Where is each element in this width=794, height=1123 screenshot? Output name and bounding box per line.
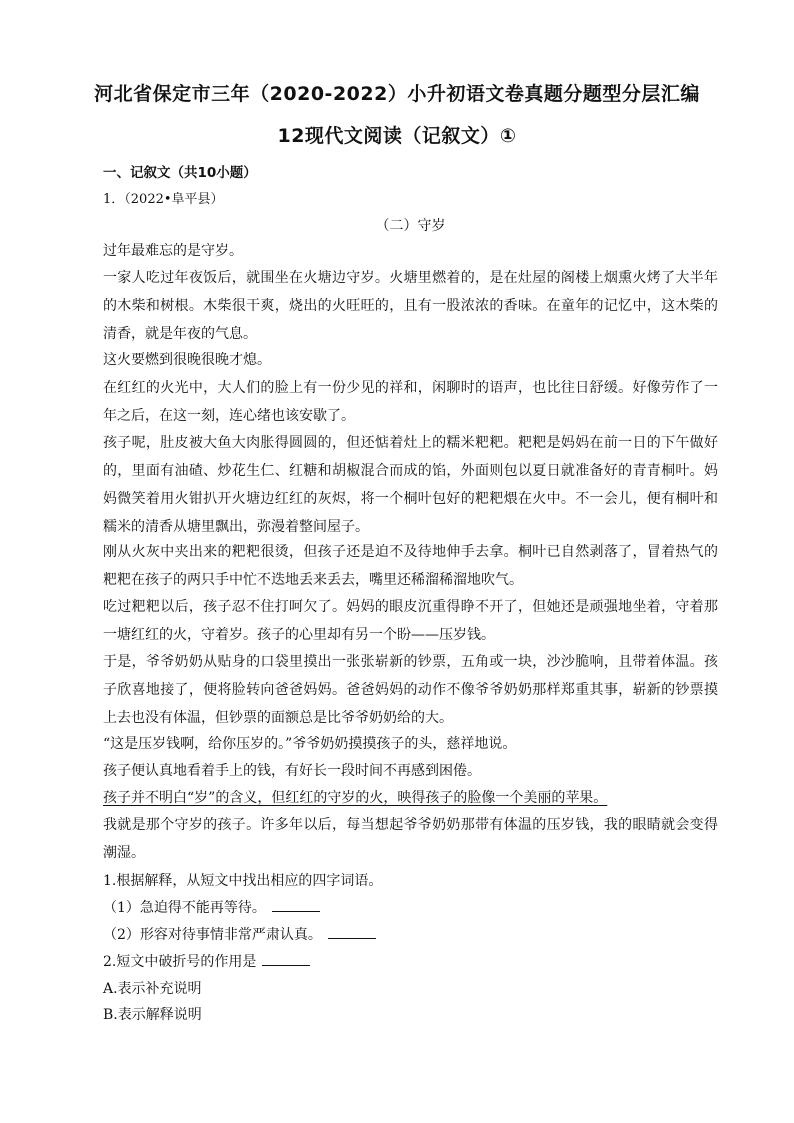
paragraph-text: 吃过粑粑以后，孩子忍不住打呵欠了。妈妈的眼皮沉重得睁不开了，但她还是顽强地坐着，守着那一塘红红的火，守着岁。孩子的心里却有另一个盼——压岁钱。	[103, 599, 718, 643]
paragraph-1	[103, 237, 718, 265]
question-number: 1．（2022•阜平县）	[103, 192, 224, 207]
section-heading: 一、记叙文（共10小题）	[103, 165, 257, 181]
paragraph-text: 我就是那个守岁的孩子。许多年以后，每当想起爷爷奶奶那带有体温的压岁钱，我的眼睛就会变得潮湿。	[103, 817, 718, 861]
paragraph-text: 过年最难忘的是守岁。	[103, 243, 243, 259]
question-1-sub-1	[103, 897, 320, 917]
paragraph-text: 刚从火灰中夹出来的粑粑很烫，但孩子还是迫不及待地伸手去拿。桐叶已自然剥落了，冒着热气的粑粑在孩子的两只手中忙不迭地丢来丢去，嘴里还稀溜稀溜地吹气。	[103, 544, 718, 588]
paragraph-text: 一家人吃过年夜饭后，就围坐在火塘边守岁。火塘里燃着的，是在灶屋的阁楼上烟熏火烤了大半年的木柴和树根。木柴很干爽，烧出的火旺旺的，且有一股浓浓的香味。在童年的记忆中，这木柴的清香，就是年夜的气息。	[103, 270, 718, 342]
answer-blank[interactable]	[262, 951, 310, 966]
paragraph-4	[103, 374, 718, 430]
paragraph-text: 这火要燃到很晚很晚才熄。	[103, 352, 271, 368]
document-title-line-1: 河北省保定市三年（2020-2022）小升初语文卷真题分题型分层汇编	[94, 83, 700, 105]
passage-title: （二）守岁	[375, 218, 446, 234]
question-1-sub-2	[103, 924, 376, 944]
paragraph-text: “这是压岁钱啊，给你压岁的。”爷爷奶奶摸摸孩子的头，慈祥地说。	[103, 736, 517, 752]
underlined-sentence: 孩子并不明白“岁”的含义，但红红的守岁的火，映得孩子的脸像一个美丽的苹果。	[103, 790, 608, 806]
paragraph-12	[103, 811, 718, 867]
paragraph-text: 在红红的火光中，大人们的脸上有一份少见的祥和，闲聊时的语声，也比往日舒缓。好像劳作了一年之后，在这一刻，连心绪也该安歇了。	[103, 380, 718, 424]
question-1-sub-2-text: （2）形容对待事情非常严肃认真。	[103, 927, 322, 943]
paragraph-6	[103, 538, 718, 594]
answer-blank[interactable]	[272, 897, 320, 912]
answer-blank[interactable]	[328, 924, 376, 939]
paragraph-7	[103, 593, 718, 649]
paragraph-3	[103, 346, 718, 374]
question-2-option-a: A.表示补充说明	[103, 981, 202, 997]
question-2-option-b: B.表示解释说明	[103, 1007, 202, 1023]
question-1-sub-1-text: （1）急迫得不能再等待。	[103, 900, 266, 916]
paragraph-9	[103, 730, 718, 758]
paragraph-10	[103, 757, 718, 785]
paragraph-11	[103, 784, 718, 812]
paragraph-5	[103, 429, 718, 541]
paragraph-text: 孩子呢，肚皮被大鱼大肉胀得圆圆的，但还惦着灶上的糯米粑粑。粑粑是妈妈在前一日的下午做好的，里面有油碴、炒花生仁、红糖和胡椒混合而成的馅，外面则包以夏日就准备好的青青桐叶。妈妈微笑着用火钳扒开火塘边红红的灰烬，将一个桐叶包好的粑粑煨在火中。不一会儿，便有桐叶和糯米的清香从塘里飘出，弥漫着整间屋子。	[103, 435, 718, 535]
paragraph-8	[103, 648, 718, 732]
document-title-line-2: 12现代文阅读（记叙文）①	[277, 125, 517, 147]
question-2-stem-text: 2.短文中破折号的作用是	[103, 954, 257, 970]
question-1-stem: 1.根据解释，从短文中找出相应的四字词语。	[103, 873, 383, 889]
paragraph-2	[103, 264, 718, 348]
paragraph-text: 孩子便认真地看着手上的钱，有好长一段时间不再感到困倦。	[103, 763, 481, 779]
paragraph-text: 于是，爷爷奶奶从贴身的口袋里摸出一张张崭新的钞票，五角或一块，沙沙脆响，且带着体温。孩子欣喜地接了，便将脸转向爸爸妈妈。爸爸妈妈的动作不像爷爷奶奶那样郑重其事，崭新的钞票摸上去也没有体温，但钞票的面额总是比爷爷奶奶给的大。	[103, 654, 718, 726]
question-2-stem	[103, 951, 310, 971]
